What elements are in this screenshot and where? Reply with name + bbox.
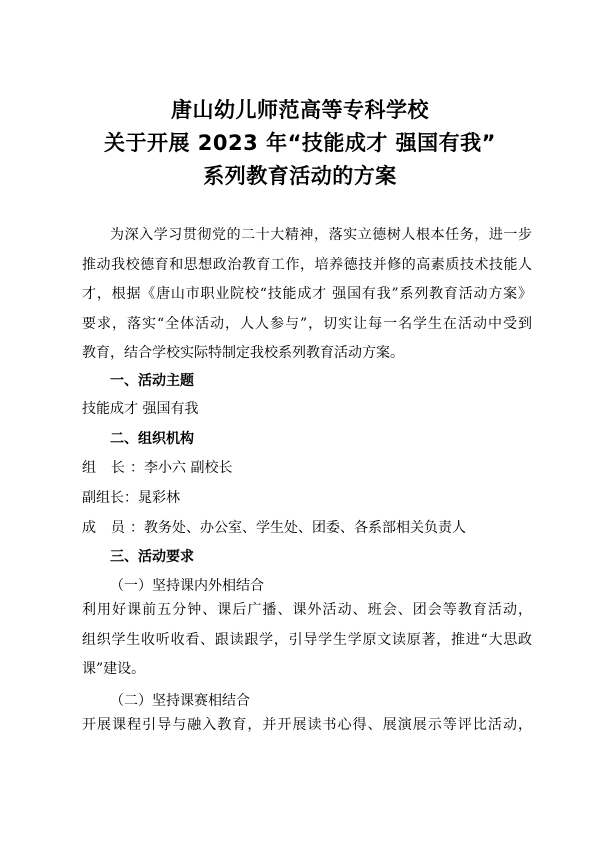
members-row <box>82 518 466 538</box>
section-3-sub-1-paragraph <box>82 596 532 685</box>
intro-line: 要求，落实“全体活动，人人参与”，切实让每一名学生在活动中受到 <box>82 315 532 332</box>
paragraph-line: 课”建设。 <box>82 661 146 678</box>
members-label: 成 员： <box>82 520 144 536</box>
section-3-sub-2-title: （二）坚持课赛相结合 <box>110 693 250 709</box>
section-3-sub-2-paragraph <box>82 711 532 741</box>
deputy-row <box>82 488 180 508</box>
leader-row <box>82 458 232 478</box>
intro-line: 才，根据《唐山市职业院校“技能成才 强国有我”系列教育活动方案》 <box>82 286 532 303</box>
paragraph-line: 组织学生收听收看、跟读跟学，引导学生学原文读原著，推进“大思政 <box>82 631 532 648</box>
section-3-sub-1-title: （一）坚持课内外相结合 <box>110 578 264 594</box>
section-1-heading: 一、活动主题 <box>110 373 194 389</box>
section-3-heading: 三、活动要求 <box>110 549 194 565</box>
document-title-line-2: 关于开展 2023 年“技能成才 强国有我” <box>104 131 496 155</box>
intro-line: 为深入学习贯彻党的二十大精神，落实立德树人根本任务，进一步 <box>110 227 532 243</box>
document-title-line-1: 唐山幼儿师范高等专科学校 <box>171 98 429 122</box>
members-value: 教务处、办公室、学生处、团委、各系部相关负责人 <box>144 520 466 536</box>
intro-line: 教育，结合学校实际特制定我校系列教育活动方案。 <box>82 345 404 362</box>
deputy-label: 副组长： <box>82 490 138 506</box>
leader-value: 李小六 副校长 <box>144 460 233 476</box>
leader-label: 组 长： <box>82 460 144 476</box>
paragraph-line: 开展课程引导与融入教育，并开展读书心得、展演展示等评比活动， <box>82 717 532 733</box>
document-title-line-3: 系列教育活动的方案 <box>203 164 397 188</box>
paragraph-line: 利用好课前五分钟、课后广播、课外活动、班会、团会等教育活动， <box>82 602 532 618</box>
section-2-heading: 二、组织机构 <box>110 431 194 447</box>
section-1-content: 技能成才 强国有我 <box>82 401 199 417</box>
deputy-value: 晁彩林 <box>138 490 180 506</box>
intro-paragraph <box>82 221 532 369</box>
intro-line: 推动我校德育和思想政治教育工作，培养德技并修的高素质技术技能人 <box>82 256 532 273</box>
